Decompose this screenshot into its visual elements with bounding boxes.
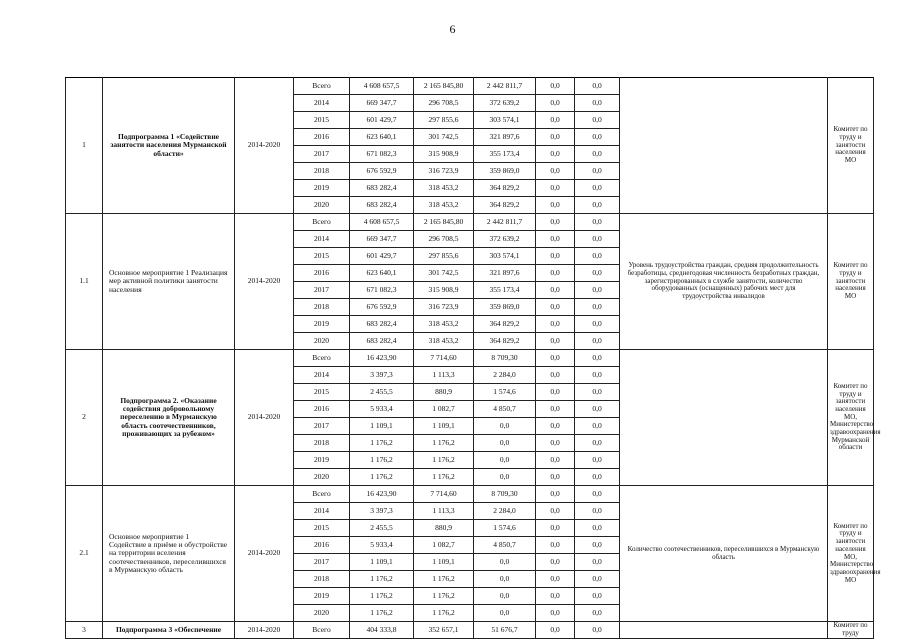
year-cell: 2016 bbox=[294, 401, 350, 418]
federal-budget-value: 303 574,1 bbox=[474, 248, 536, 265]
local-budget-value: 0,0 bbox=[536, 214, 575, 231]
federal-budget-value: 364 829,2 bbox=[474, 333, 536, 350]
indicator-text bbox=[620, 78, 828, 214]
total-value: 683 282,4 bbox=[350, 316, 414, 333]
year-cell: 2019 bbox=[294, 452, 350, 469]
federal-budget-value: 4 850,7 bbox=[474, 401, 536, 418]
total-value: 669 347,7 bbox=[350, 95, 414, 112]
year-cell: 2018 bbox=[294, 163, 350, 180]
executor-text: Комитет по труду и занятости населения МО, Министерство здравоохранения МО bbox=[828, 486, 874, 622]
regional-budget-value: 352 657,1 bbox=[414, 622, 474, 639]
federal-budget-value: 2 442 811,7 bbox=[474, 214, 536, 231]
indicator-text bbox=[620, 350, 828, 486]
other-sources-value: 0,0 bbox=[575, 197, 620, 214]
year-cell: 2020 bbox=[294, 469, 350, 486]
regional-budget-value: 301 742,5 bbox=[414, 265, 474, 282]
total-value: 1 176,2 bbox=[350, 605, 414, 622]
total-value: 5 933,4 bbox=[350, 537, 414, 554]
table-row bbox=[66, 214, 874, 231]
row-number: 1 bbox=[66, 78, 103, 214]
total-value: 2 455,5 bbox=[350, 520, 414, 537]
total-value: 3 397,3 bbox=[350, 367, 414, 384]
year-cell: 2014 bbox=[294, 503, 350, 520]
local-budget-value: 0,0 bbox=[536, 605, 575, 622]
table-row bbox=[66, 622, 874, 639]
other-sources-value: 0,0 bbox=[575, 282, 620, 299]
program-period: 2014-2020 bbox=[235, 78, 294, 214]
other-sources-value: 0,0 bbox=[575, 231, 620, 248]
federal-budget-value: 372 639,2 bbox=[474, 231, 536, 248]
total-value: 601 429,7 bbox=[350, 112, 414, 129]
year-cell: Всего bbox=[294, 78, 350, 95]
local-budget-value: 0,0 bbox=[536, 452, 575, 469]
federal-budget-value: 2 284,0 bbox=[474, 503, 536, 520]
other-sources-value: 0,0 bbox=[575, 537, 620, 554]
year-cell: 2018 bbox=[294, 435, 350, 452]
year-cell: 2019 bbox=[294, 180, 350, 197]
year-cell: 2019 bbox=[294, 588, 350, 605]
federal-budget-value: 1 574,6 bbox=[474, 520, 536, 537]
federal-budget-value: 0,0 bbox=[474, 435, 536, 452]
regional-budget-value: 2 165 845,80 bbox=[414, 214, 474, 231]
total-value: 676 592,9 bbox=[350, 163, 414, 180]
local-budget-value: 0,0 bbox=[536, 299, 575, 316]
local-budget-value: 0,0 bbox=[536, 282, 575, 299]
local-budget-value: 0,0 bbox=[536, 265, 575, 282]
federal-budget-value: 0,0 bbox=[474, 418, 536, 435]
executor-text: Комитет по труду и занятости населения МО bbox=[828, 214, 874, 350]
other-sources-value: 0,0 bbox=[575, 452, 620, 469]
other-sources-value: 0,0 bbox=[575, 180, 620, 197]
regional-budget-value: 297 855,6 bbox=[414, 248, 474, 265]
regional-budget-value: 315 908,9 bbox=[414, 282, 474, 299]
total-value: 669 347,7 bbox=[350, 231, 414, 248]
total-value: 623 640,1 bbox=[350, 129, 414, 146]
federal-budget-value: 359 869,0 bbox=[474, 163, 536, 180]
federal-budget-value: 303 574,1 bbox=[474, 112, 536, 129]
local-budget-value: 0,0 bbox=[536, 418, 575, 435]
total-value: 16 423,90 bbox=[350, 486, 414, 503]
local-budget-value: 0,0 bbox=[536, 146, 575, 163]
regional-budget-value: 297 855,6 bbox=[414, 112, 474, 129]
regional-budget-value: 318 453,2 bbox=[414, 180, 474, 197]
other-sources-value: 0,0 bbox=[575, 435, 620, 452]
regional-budget-value: 880,9 bbox=[414, 520, 474, 537]
local-budget-value: 0,0 bbox=[536, 367, 575, 384]
year-cell: 2018 bbox=[294, 571, 350, 588]
program-period: 2014-2020 bbox=[235, 350, 294, 486]
year-cell: Всего bbox=[294, 350, 350, 367]
regional-budget-value: 315 908,9 bbox=[414, 146, 474, 163]
total-value: 671 082,3 bbox=[350, 282, 414, 299]
total-value: 4 608 657,5 bbox=[350, 214, 414, 231]
regional-budget-value: 1 082,7 bbox=[414, 537, 474, 554]
other-sources-value: 0,0 bbox=[575, 486, 620, 503]
page-number: 6 bbox=[449, 22, 456, 36]
total-value: 1 176,2 bbox=[350, 469, 414, 486]
local-budget-value: 0,0 bbox=[536, 333, 575, 350]
total-value: 683 282,4 bbox=[350, 333, 414, 350]
year-cell: 2014 bbox=[294, 367, 350, 384]
other-sources-value: 0,0 bbox=[575, 78, 620, 95]
year-cell: 2019 bbox=[294, 316, 350, 333]
year-cell: Всего bbox=[294, 486, 350, 503]
year-cell: 2017 bbox=[294, 554, 350, 571]
local-budget-value: 0,0 bbox=[536, 197, 575, 214]
other-sources-value: 0,0 bbox=[575, 469, 620, 486]
total-value: 1 176,2 bbox=[350, 452, 414, 469]
total-value: 1 109,1 bbox=[350, 418, 414, 435]
local-budget-value: 0,0 bbox=[536, 554, 575, 571]
total-value: 404 333,8 bbox=[350, 622, 414, 639]
local-budget-value: 0,0 bbox=[536, 503, 575, 520]
other-sources-value: 0,0 bbox=[575, 350, 620, 367]
other-sources-value: 0,0 bbox=[575, 333, 620, 350]
total-value: 601 429,7 bbox=[350, 248, 414, 265]
regional-budget-value: 318 453,2 bbox=[414, 333, 474, 350]
federal-budget-value: 8 709,30 bbox=[474, 486, 536, 503]
regional-budget-value: 301 742,5 bbox=[414, 129, 474, 146]
other-sources-value: 0,0 bbox=[575, 605, 620, 622]
federal-budget-value: 364 829,2 bbox=[474, 197, 536, 214]
other-sources-value: 0,0 bbox=[575, 588, 620, 605]
local-budget-value: 0,0 bbox=[536, 95, 575, 112]
federal-budget-value: 355 173,4 bbox=[474, 282, 536, 299]
federal-budget-value: 51 676,7 bbox=[474, 622, 536, 639]
table-row bbox=[66, 486, 874, 503]
table-row bbox=[66, 78, 874, 95]
local-budget-value: 0,0 bbox=[536, 571, 575, 588]
federal-budget-value: 2 284,0 bbox=[474, 367, 536, 384]
total-value: 683 282,4 bbox=[350, 197, 414, 214]
year-cell: 2020 bbox=[294, 605, 350, 622]
year-cell: Всего bbox=[294, 622, 350, 639]
year-cell: 2017 bbox=[294, 282, 350, 299]
other-sources-value: 0,0 bbox=[575, 265, 620, 282]
regional-budget-value: 1 109,1 bbox=[414, 554, 474, 571]
row-number: 2 bbox=[66, 350, 103, 486]
other-sources-value: 0,0 bbox=[575, 503, 620, 520]
regional-budget-value: 1 109,1 bbox=[414, 418, 474, 435]
program-period: 2014-2020 bbox=[235, 486, 294, 622]
regional-budget-value: 1 176,2 bbox=[414, 469, 474, 486]
indicator-text: Уровень трудоустройства граждан, средняя продолжительность безработицы, среднегодовая численность безработных граждан, зарегистрированных в службе занятости, количество оборудованных (оснащенных) рабочих мест для трудоустройства инвалидов bbox=[620, 214, 828, 350]
year-cell: 2014 bbox=[294, 231, 350, 248]
regional-budget-value: 1 176,2 bbox=[414, 435, 474, 452]
federal-budget-value: 0,0 bbox=[474, 588, 536, 605]
total-value: 3 397,3 bbox=[350, 503, 414, 520]
local-budget-value: 0,0 bbox=[536, 469, 575, 486]
local-budget-value: 0,0 bbox=[536, 316, 575, 333]
regional-budget-value: 1 082,7 bbox=[414, 401, 474, 418]
row-number: 1.1 bbox=[66, 214, 103, 350]
local-budget-value: 0,0 bbox=[536, 520, 575, 537]
regional-budget-value: 316 723,9 bbox=[414, 163, 474, 180]
year-cell: 2015 bbox=[294, 520, 350, 537]
local-budget-value: 0,0 bbox=[536, 129, 575, 146]
other-sources-value: 0,0 bbox=[575, 129, 620, 146]
executor-text: Комитет по труду bbox=[828, 622, 874, 639]
other-sources-value: 0,0 bbox=[575, 554, 620, 571]
indicator-text: Количество соотечественников, переселившихся в Мурманскую область bbox=[620, 486, 828, 622]
year-cell: 2020 bbox=[294, 333, 350, 350]
other-sources-value: 0,0 bbox=[575, 316, 620, 333]
year-cell: 2017 bbox=[294, 418, 350, 435]
other-sources-value: 0,0 bbox=[575, 367, 620, 384]
other-sources-value: 0,0 bbox=[575, 401, 620, 418]
federal-budget-value: 0,0 bbox=[474, 452, 536, 469]
regional-budget-value: 316 723,9 bbox=[414, 299, 474, 316]
local-budget-value: 0,0 bbox=[536, 537, 575, 554]
regional-budget-value: 318 453,2 bbox=[414, 316, 474, 333]
regional-budget-value: 7 714,60 bbox=[414, 486, 474, 503]
regional-budget-value: 1 176,2 bbox=[414, 605, 474, 622]
year-cell: 2016 bbox=[294, 537, 350, 554]
local-budget-value: 0,0 bbox=[536, 248, 575, 265]
program-table-body bbox=[66, 78, 881, 639]
federal-budget-value: 1 574,6 bbox=[474, 384, 536, 401]
total-value: 683 282,4 bbox=[350, 180, 414, 197]
federal-budget-value: 355 173,4 bbox=[474, 146, 536, 163]
total-value: 676 592,9 bbox=[350, 299, 414, 316]
program-name: Основное мероприятие 1 Содействие в приёме и обустройстве на территории вселения соотечественников, переселившихся в Мурманскую область bbox=[103, 486, 235, 622]
local-budget-value: 0,0 bbox=[536, 163, 575, 180]
regional-budget-value: 7 714,60 bbox=[414, 350, 474, 367]
other-sources-value: 0,0 bbox=[575, 384, 620, 401]
federal-budget-value: 321 897,6 bbox=[474, 129, 536, 146]
total-value: 1 109,1 bbox=[350, 554, 414, 571]
year-cell: Всего bbox=[294, 214, 350, 231]
other-sources-value: 0,0 bbox=[575, 571, 620, 588]
local-budget-value: 0,0 bbox=[536, 112, 575, 129]
program-name: Подпрограмма 1 «Содействие занятости населения Мурманской области» bbox=[103, 78, 235, 214]
total-value: 4 608 657,5 bbox=[350, 78, 414, 95]
program-name: Основное мероприятие 1 Реализация мер активной политики занятости населения bbox=[103, 214, 235, 350]
executor-text: Комитет по труду и занятости населения МО, Министерство здравоохранения Мурманской области bbox=[828, 350, 874, 486]
total-value: 671 082,3 bbox=[350, 146, 414, 163]
year-cell: 2015 bbox=[294, 248, 350, 265]
local-budget-value: 0,0 bbox=[536, 180, 575, 197]
total-value: 2 455,5 bbox=[350, 384, 414, 401]
year-cell: 2018 bbox=[294, 299, 350, 316]
federal-budget-value: 359 869,0 bbox=[474, 299, 536, 316]
regional-budget-value: 318 453,2 bbox=[414, 197, 474, 214]
year-cell: 2020 bbox=[294, 197, 350, 214]
year-cell: 2016 bbox=[294, 129, 350, 146]
year-cell: 2015 bbox=[294, 384, 350, 401]
regional-budget-value: 1 113,3 bbox=[414, 503, 474, 520]
regional-budget-value: 2 165 845,80 bbox=[414, 78, 474, 95]
program-period: 2014-2020 bbox=[235, 622, 294, 639]
other-sources-value: 0,0 bbox=[575, 146, 620, 163]
year-cell: 2014 bbox=[294, 95, 350, 112]
federal-budget-value: 364 829,2 bbox=[474, 180, 536, 197]
row-number: 3 bbox=[66, 622, 103, 639]
total-value: 16 423,90 bbox=[350, 350, 414, 367]
local-budget-value: 0,0 bbox=[536, 350, 575, 367]
local-budget-value: 0,0 bbox=[536, 384, 575, 401]
local-budget-value: 0,0 bbox=[536, 435, 575, 452]
local-budget-value: 0,0 bbox=[536, 622, 575, 639]
local-budget-value: 0,0 bbox=[536, 231, 575, 248]
federal-budget-value: 0,0 bbox=[474, 605, 536, 622]
program-table bbox=[65, 77, 881, 639]
regional-budget-value: 1 176,2 bbox=[414, 452, 474, 469]
other-sources-value: 0,0 bbox=[575, 214, 620, 231]
federal-budget-value: 364 829,2 bbox=[474, 316, 536, 333]
regional-budget-value: 296 708,5 bbox=[414, 231, 474, 248]
table-row bbox=[66, 350, 874, 367]
year-cell: 2015 bbox=[294, 112, 350, 129]
other-sources-value: 0,0 bbox=[575, 622, 620, 639]
federal-budget-value: 2 442 811,7 bbox=[474, 78, 536, 95]
regional-budget-value: 1 176,2 bbox=[414, 588, 474, 605]
total-value: 1 176,2 bbox=[350, 571, 414, 588]
regional-budget-value: 296 708,5 bbox=[414, 95, 474, 112]
other-sources-value: 0,0 bbox=[575, 520, 620, 537]
other-sources-value: 0,0 bbox=[575, 299, 620, 316]
local-budget-value: 0,0 bbox=[536, 486, 575, 503]
total-value: 623 640,1 bbox=[350, 265, 414, 282]
federal-budget-value: 321 897,6 bbox=[474, 265, 536, 282]
executor-text: Комитет по труду и занятости населения МО bbox=[828, 78, 874, 214]
program-name: Подпрограмма 2. «Оказание содействия добровольному переселению в Мурманскую область соотечественников, проживающих за рубежом» bbox=[103, 350, 235, 486]
other-sources-value: 0,0 bbox=[575, 418, 620, 435]
local-budget-value: 0,0 bbox=[536, 78, 575, 95]
total-value: 1 176,2 bbox=[350, 435, 414, 452]
regional-budget-value: 1 113,3 bbox=[414, 367, 474, 384]
year-cell: 2016 bbox=[294, 265, 350, 282]
federal-budget-value: 8 709,30 bbox=[474, 350, 536, 367]
program-name: Подпрограмма 3 «Обеспечение bbox=[103, 622, 235, 639]
row-number: 2.1 bbox=[66, 486, 103, 622]
federal-budget-value: 0,0 bbox=[474, 554, 536, 571]
program-period: 2014-2020 bbox=[235, 214, 294, 350]
other-sources-value: 0,0 bbox=[575, 112, 620, 129]
other-sources-value: 0,0 bbox=[575, 248, 620, 265]
federal-budget-value: 372 639,2 bbox=[474, 95, 536, 112]
indicator-text bbox=[620, 622, 828, 639]
year-cell: 2017 bbox=[294, 146, 350, 163]
other-sources-value: 0,0 bbox=[575, 163, 620, 180]
regional-budget-value: 1 176,2 bbox=[414, 571, 474, 588]
total-value: 5 933,4 bbox=[350, 401, 414, 418]
regional-budget-value: 880,9 bbox=[414, 384, 474, 401]
local-budget-value: 0,0 bbox=[536, 401, 575, 418]
federal-budget-value: 4 850,7 bbox=[474, 537, 536, 554]
local-budget-value: 0,0 bbox=[536, 588, 575, 605]
other-sources-value: 0,0 bbox=[575, 95, 620, 112]
federal-budget-value: 0,0 bbox=[474, 469, 536, 486]
federal-budget-value: 0,0 bbox=[474, 571, 536, 588]
total-value: 1 176,2 bbox=[350, 588, 414, 605]
